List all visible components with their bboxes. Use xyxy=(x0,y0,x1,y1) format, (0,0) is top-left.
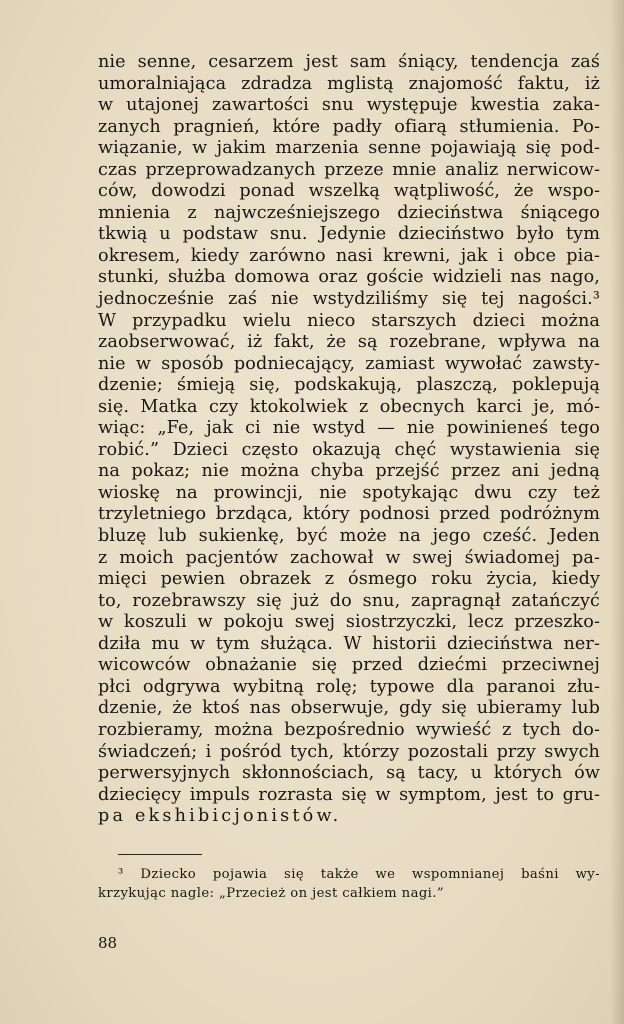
text-line: ców, dowodzi ponad wszelką wątpliwość, że wspo- xyxy=(98,181,600,202)
text-line: nie w sposób podniecający, zamiast wywołać zawsty- xyxy=(98,353,600,374)
text-line: rozbieramy, można bezpośrednio wywieść z tych do- xyxy=(98,719,600,740)
page-number: 88 xyxy=(98,934,118,952)
text-line: dziecięcy impuls rozrasta się w symptom, jest to gru- xyxy=(98,784,600,805)
text-line: czas przeprowadzanych przeze mnie analiz nerwicow- xyxy=(98,159,600,180)
page-edge-shadow xyxy=(610,0,624,1024)
text-line: mięci pewien obrazek z ósmego roku życia, kiedy xyxy=(98,569,600,590)
text-line: w utajonej zawartości snu występuje kwestia zaka- xyxy=(98,95,600,116)
text-line: dzenie, że ktoś nas obserwuje, gdy się ubieramy lub xyxy=(98,698,600,719)
text-line: perwersyjnych skłonnościach, są tacy, u których ów xyxy=(98,763,600,784)
text-line: trzyletniego brzdąca, który podnosi przed podróżnym xyxy=(98,504,600,525)
text-line: umoralniająca zdradza mglistą znajomość faktu, iż xyxy=(98,73,600,94)
text-line: nie senne, cesarzem jest sam śniący, tendencja zaś xyxy=(98,52,600,72)
text-line: w koszuli w pokoju swej siostrzyczki, lecz przeszko- xyxy=(98,612,600,633)
text-line: dziła mu w tym służąca. W historii dzieciństwa ner- xyxy=(98,633,600,654)
text-line: W przypadku wielu nieco starszych dzieci można xyxy=(98,310,600,331)
text-line: płci odgrywa wybitną rolę; typowe dla paranoi złu- xyxy=(98,676,600,697)
text-line: zaobserwować, iż fakt, że są rozebrane, wpływa na xyxy=(98,332,600,353)
footnote xyxy=(98,865,600,903)
text-line: pa ekshibicjonistów. xyxy=(98,806,342,827)
text-line: na pokaz; nie można chyba przejść przez ani jedną xyxy=(98,461,600,482)
text-line: to, rozebrawszy się już do snu, zapragnął zatańczyć xyxy=(98,590,600,611)
text-line: tkwią u podstaw snu. Jedynie dzieciństwo było tym xyxy=(98,224,600,245)
text-line: jednocześnie zaś nie wstydziliśmy się tej nagości.³ xyxy=(98,289,600,310)
text-line: z moich pacjentów zachował w swej świadomej pa- xyxy=(98,547,600,568)
text-line: okresem, kiedy zarówno nasi krewni, jak i obce pia- xyxy=(98,245,600,266)
text-line: mnienia z najwcześniejszego dzieciństwa śniącego xyxy=(98,202,600,223)
text-line: robić.” Dzieci często okazują chęć wystawienia się xyxy=(98,439,600,460)
text-line: dzenie; śmieją się, podskakują, plaszczą, poklepują xyxy=(98,375,600,396)
text-line: wicowców obnażanie się przed dziećmi przeciwnej xyxy=(98,655,600,676)
text-line: się. Matka czy ktokolwiek z obecnych karci je, mó- xyxy=(98,396,600,417)
body-text xyxy=(98,52,600,828)
text-line: bluzę lub sukienkę, być może na jego cześć. Jeden xyxy=(98,526,600,547)
footnote-line: ³ Dziecko pojawia się także we wspomnianej baśni wy- xyxy=(118,867,600,882)
text-line: wiązanie, w jakim marzenia senne pojawiają się pod- xyxy=(98,138,600,159)
footnote-line: krzykując nagle: „Przecież on jest całkiem nagi.” xyxy=(98,886,445,901)
footnote-divider xyxy=(118,854,202,855)
text-line: wiąc: „Fe, jak ci nie wstyd — nie powinieneś tego xyxy=(98,418,600,439)
text-line: stunki, służba domowa oraz goście widzieli nas nago, xyxy=(98,267,600,288)
text-line: świadczeń; i pośród tych, którzy pozostali przy swych xyxy=(98,741,600,762)
text-line: wioskę na prowincji, nie spotykając dwu czy też xyxy=(98,482,600,503)
text-line: zanych pragnień, które padły ofiarą stłumienia. Po- xyxy=(98,116,600,137)
